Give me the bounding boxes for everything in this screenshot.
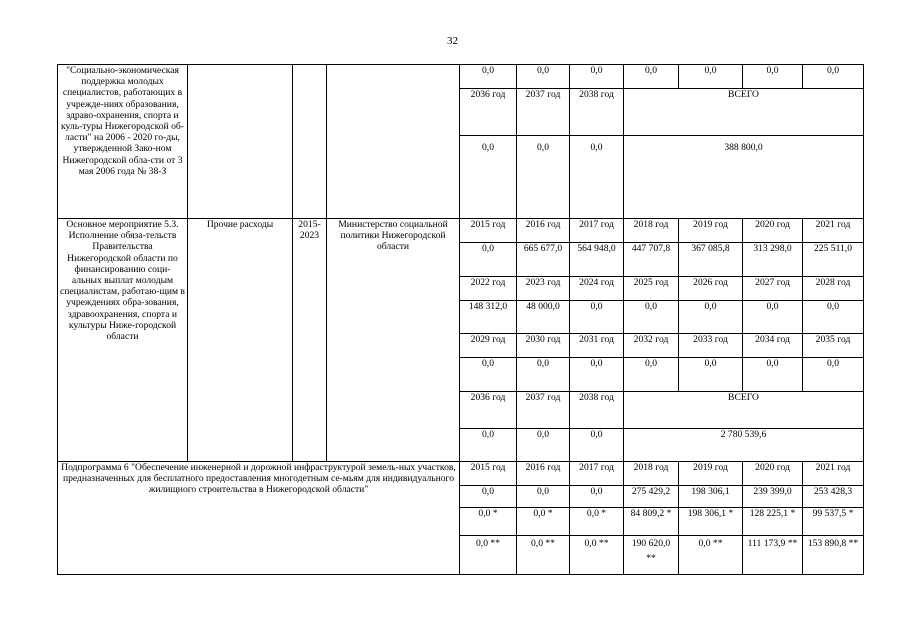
executor-cell: Министерство социальной политики Нижегородской области bbox=[327, 219, 460, 462]
value-cell: 564 948,0 bbox=[570, 243, 624, 277]
value-cell-double-star: 0,0 ** bbox=[460, 536, 517, 575]
value-cell-double-star: 190 620,0 ** bbox=[624, 536, 679, 575]
value-cell: 0,0 bbox=[460, 429, 517, 462]
value-cell: 0,0 bbox=[517, 486, 570, 508]
year-header: 2019 год bbox=[679, 462, 743, 486]
value-cell: 367 085,8 bbox=[679, 243, 743, 277]
measure-name-cell: Основное мероприятие 5.3. Исполнение обяза-тельств Правительства Нижегородской области по финансированию соци-альных выплат молодым специалистам, работаю-щим в учреждениях обра-зования, здравоохранения, спорта и культуры Ниже-городской области bbox=[58, 219, 188, 462]
executor-cell-empty bbox=[327, 65, 460, 219]
value-cell: 0,0 bbox=[570, 136, 624, 219]
year-header: 2037 год bbox=[517, 89, 570, 136]
value-cell: 0,0 bbox=[570, 429, 624, 462]
value-cell: 253 428,3 bbox=[803, 486, 864, 508]
subprogram-name-cell: Подпрограмма 6 "Обеспечение инженерной и дорожной инфраструктурой земель-ных участков, предназначенных для бесплатного предоставления многодетным се-мьям для индивидуального жилищного строительства в Нижегородской области" bbox=[58, 462, 460, 575]
value-cell: 148 312,0 bbox=[460, 301, 517, 334]
year-header: 2031 год bbox=[570, 334, 624, 358]
value-cell-double-star: 0,0 ** bbox=[679, 536, 743, 575]
value-cell: 313 298,0 bbox=[743, 243, 803, 277]
value-cell: 0,0 bbox=[679, 358, 743, 392]
year-header: 2021 год bbox=[803, 462, 864, 486]
value-cell-star: 0,0 * bbox=[517, 508, 570, 536]
value-cell: 0,0 bbox=[743, 65, 803, 89]
year-header: 2029 год bbox=[460, 334, 517, 358]
value-cell: 0,0 bbox=[743, 358, 803, 392]
year-header: 2038 год bbox=[570, 89, 624, 136]
value-cell: 447 707,8 bbox=[624, 243, 679, 277]
value-cell: 0,0 bbox=[679, 65, 743, 89]
total-header: ВСЕГО bbox=[624, 392, 864, 429]
total-value: 2 780 539,6 bbox=[624, 429, 864, 462]
value-cell: 0,0 bbox=[517, 358, 570, 392]
value-cell: 0,0 bbox=[570, 301, 624, 334]
year-header: 2018 год bbox=[624, 219, 679, 243]
value-cell: 225 511,0 bbox=[803, 243, 864, 277]
value-cell: 0,0 bbox=[679, 301, 743, 334]
value-cell: 0,0 bbox=[624, 301, 679, 334]
value-cell: 0,0 bbox=[460, 486, 517, 508]
value-cell: 0,0 bbox=[803, 65, 864, 89]
year-header: 2026 год bbox=[679, 277, 743, 301]
expense-source-cell: Прочие расходы bbox=[188, 219, 293, 462]
value-cell: 0,0 bbox=[743, 301, 803, 334]
value-cell: 0,0 bbox=[570, 486, 624, 508]
value-cell: 0,0 bbox=[570, 358, 624, 392]
year-header: 2020 год bbox=[743, 462, 803, 486]
year-header: 2022 год bbox=[460, 277, 517, 301]
value-cell-double-star: 153 890,8 ** bbox=[803, 536, 864, 575]
total-header: ВСЕГО bbox=[624, 89, 864, 136]
value-cell: 275 429,2 bbox=[624, 486, 679, 508]
value-cell: 0,0 bbox=[460, 358, 517, 392]
year-header: 2028 год bbox=[803, 277, 864, 301]
year-header: 2021 год bbox=[803, 219, 864, 243]
year-header: 2037 год bbox=[517, 392, 570, 429]
value-cell-double-star: 0,0 ** bbox=[517, 536, 570, 575]
year-header: 2036 год bbox=[460, 89, 517, 136]
year-header: 2017 год bbox=[570, 219, 624, 243]
year-header: 2019 год bbox=[679, 219, 743, 243]
year-header: 2033 год bbox=[679, 334, 743, 358]
total-value: 388 800,0 bbox=[624, 136, 864, 219]
period-cell: 2015-2023 bbox=[293, 219, 327, 462]
value-cell: 0,0 bbox=[517, 429, 570, 462]
year-header: 2015 год bbox=[460, 219, 517, 243]
year-header: 2025 год bbox=[624, 277, 679, 301]
year-header: 2027 год bbox=[743, 277, 803, 301]
period-cell-empty bbox=[293, 65, 327, 219]
year-header: 2034 год bbox=[743, 334, 803, 358]
year-header: 2035 год bbox=[803, 334, 864, 358]
year-header: 2023 год bbox=[517, 277, 570, 301]
year-header: 2038 год bbox=[570, 392, 624, 429]
value-cell: 665 677,0 bbox=[517, 243, 570, 277]
value-cell: 0,0 bbox=[570, 65, 624, 89]
year-header: 2015 год bbox=[460, 462, 517, 486]
value-cell: 0,0 bbox=[803, 358, 864, 392]
value-cell-star: 0,0 * bbox=[460, 508, 517, 536]
value-cell: 0,0 bbox=[624, 65, 679, 89]
year-header: 2036 год bbox=[460, 392, 517, 429]
source-cell-empty bbox=[188, 65, 293, 219]
value-cell: 48 000,0 bbox=[517, 301, 570, 334]
value-cell: 0,0 bbox=[517, 65, 570, 89]
value-cell: 239 399,0 bbox=[743, 486, 803, 508]
value-cell-star: 198 306,1 * bbox=[679, 508, 743, 536]
value-cell-star: 0,0 * bbox=[570, 508, 624, 536]
year-header: 2018 год bbox=[624, 462, 679, 486]
year-header: 2016 год bbox=[517, 219, 570, 243]
value-cell: 0,0 bbox=[460, 65, 517, 89]
year-header: 2030 год bbox=[517, 334, 570, 358]
budget-table bbox=[57, 64, 864, 575]
value-cell-star: 128 225,1 * bbox=[743, 508, 803, 536]
value-cell: 198 306,1 bbox=[679, 486, 743, 508]
value-cell: 0,0 bbox=[517, 136, 570, 219]
value-cell: 0,0 bbox=[624, 358, 679, 392]
year-header: 2017 год bbox=[570, 462, 624, 486]
year-header: 2024 год bbox=[570, 277, 624, 301]
year-header: 2032 год bbox=[624, 334, 679, 358]
value-cell: 0,0 bbox=[803, 301, 864, 334]
value-cell-star: 84 809,2 * bbox=[624, 508, 679, 536]
year-header: 2020 год bbox=[743, 219, 803, 243]
program-name-cell: "Социально-экономическая поддержка молодых специалистов, работающих в учрежде-ниях образования, здраво-охранения, спорта и куль-туры Нижегородской об-ласти" на 2006 - 2020 го-ды, утвержденной Зако-ном Нижегородской обла-сти от 3 мая 2006 года № 38-З bbox=[58, 65, 188, 219]
value-cell-star: 99 537,5 * bbox=[803, 508, 864, 536]
page-number: 32 bbox=[447, 35, 458, 47]
value-cell: 0,0 bbox=[460, 243, 517, 277]
value-cell-double-star: 111 173,9 ** bbox=[743, 536, 803, 575]
year-header: 2016 год bbox=[517, 462, 570, 486]
value-cell-double-star: 0,0 ** bbox=[570, 536, 624, 575]
value-cell: 0,0 bbox=[460, 136, 517, 219]
